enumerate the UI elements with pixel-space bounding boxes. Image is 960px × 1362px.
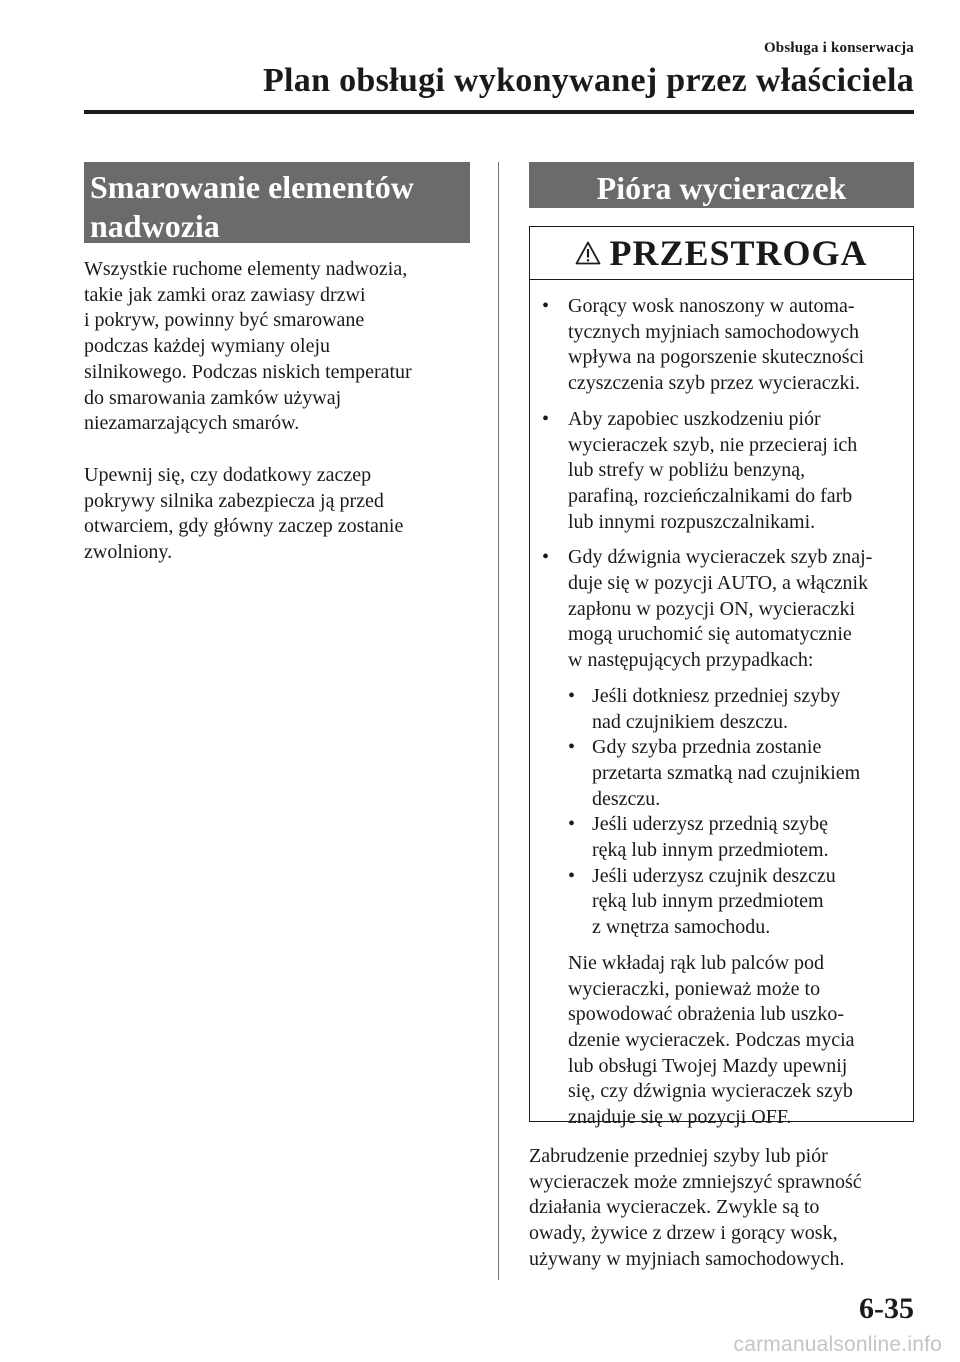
text-line: Jeśli dotkniesz przedniej szyby: [592, 684, 841, 707]
text-line: Zabrudzenie przedniej szyby lub piór: [529, 1145, 828, 1167]
section-label: Obsługa i konserwacja: [763, 40, 914, 56]
bullet-dot-icon: •: [542, 295, 550, 317]
text-line: Upewnij się, czy dodatkowy zaczep: [84, 463, 372, 486]
text-line: wpływa na pogorszenie skuteczności: [568, 346, 865, 369]
right-column: [529, 162, 914, 1273]
text-line: parafiną, rozcieńczalnikami do farb: [568, 484, 853, 507]
bullet-dot-icon: •: [542, 546, 550, 569]
text-line: Gdy dźwignia wycieraczek szyb znaj-: [568, 546, 873, 569]
caution-bullet: [542, 545, 899, 674]
caution-header: [530, 227, 913, 280]
bullet-dot-icon: •: [568, 813, 576, 836]
text-line: przetarta szmatką nad czujnikiem: [592, 761, 861, 784]
text-line: się, czy dźwignia wycieraczek szyb: [568, 1080, 853, 1103]
subbullet-list: [542, 684, 899, 941]
subbullet-item: [568, 864, 899, 941]
paragraph-wiper-dirt: [529, 1144, 914, 1273]
text-line: Nie wkładaj rąk lub palców pod: [568, 951, 825, 974]
page-title: Plan obsługi wykonywanej przez właściciela: [262, 62, 914, 99]
heading-line: Smarowanie elementów: [90, 169, 414, 205]
text-line: działania wycieraczek. Zwykle są to: [529, 1196, 820, 1219]
warning-triangle-icon: [575, 241, 601, 265]
text-line: wycieraczek może zmniejszyć sprawność: [529, 1170, 862, 1193]
text-line: Jeśli uderzysz przednią szybę: [592, 813, 829, 836]
text-line: otwarciem, gdy główny zaczep zostanie: [84, 515, 404, 538]
text-line: zapłonu w pozycji ON, wycieraczki: [568, 597, 856, 620]
heading-line: nadwozia: [90, 208, 220, 244]
bullet-text: [592, 735, 899, 812]
text-line: takie jak zamki oraz zawiasy drzwi: [84, 283, 366, 306]
text-line: Wszystkie ruchome elementy nadwozia,: [84, 258, 408, 280]
text-line: Jeśli uderzysz czujnik deszczu: [592, 864, 836, 887]
bullet-text: [592, 864, 899, 941]
text-line: niezamarzających smarów.: [84, 412, 300, 435]
text-line: używany w myjniach samochodowych.: [529, 1247, 845, 1270]
text-line: podczas każdej wymiany oleju: [84, 335, 331, 358]
text-line: czyszczenia szyb przez wycieraczki.: [568, 372, 861, 395]
text-line: Gorący wosk nanoszony w automa-: [568, 295, 855, 317]
text-line: lub strefy w pobliżu benzyną,: [568, 459, 806, 482]
section-heading-body-lubrication: [84, 162, 470, 243]
bullet-text: [592, 684, 899, 735]
subbullet-item: [568, 684, 899, 735]
text-line: ręką lub innym przedmiotem.: [592, 839, 829, 862]
text-line: z wnętrza samochodu.: [592, 916, 771, 939]
text-line: wycieraczek szyb, nie przecieraj ich: [568, 433, 858, 456]
text-line: pokrywy silnika zabezpiecza ją przed: [84, 489, 384, 512]
watermark: carmanualsonline.info: [733, 1333, 942, 1356]
section-heading-wiper-blades: Pióra wycieraczek: [529, 162, 914, 208]
bullet-dot-icon: •: [568, 684, 576, 707]
bullet-text: [568, 294, 899, 397]
bullet-dot-icon: •: [542, 407, 550, 430]
caution-bullet: [542, 294, 899, 397]
text-line: tycznych myjniach samochodowych: [568, 320, 860, 343]
text-line: zwolniony.: [84, 541, 173, 564]
subbullet-item: [568, 812, 899, 863]
subbullet-item: [568, 735, 899, 812]
text-line: i pokryw, powinny być smarowane: [84, 309, 365, 332]
text-line: lub obsługi Twojej Mazdy upewnij: [568, 1054, 848, 1077]
text-line: do smarowania zamków używaj: [84, 386, 342, 409]
bullet-dot-icon: •: [568, 864, 576, 887]
text-line: duje się w pozycji AUTO, a włącznik: [568, 572, 869, 595]
text-line: spowodować obrażenia lub uszko-: [568, 1003, 845, 1026]
text-line: znajduje się w pozycji OFF.: [568, 1106, 792, 1129]
caution-title: PRZESTROGA: [609, 233, 868, 273]
caution-note: [568, 951, 899, 1131]
left-column: [84, 162, 470, 566]
bullet-text: [568, 545, 899, 674]
text-line: w następujących przypadkach:: [568, 649, 814, 672]
text-line: lub innymi rozpuszczalnikami.: [568, 510, 816, 533]
caution-bullet: [542, 407, 899, 536]
column-divider: [498, 162, 499, 1280]
text-line: silnikowego. Podczas niskich temperatur: [84, 360, 412, 383]
paragraph-lubrication: [84, 257, 470, 437]
text-line: owady, żywice z drzew i gorący wosk,: [529, 1222, 838, 1245]
paragraph-hood-latch: [84, 463, 470, 566]
caution-box: [529, 226, 914, 1129]
page-number: 6-35: [859, 1292, 914, 1325]
text-line: wycieraczki, ponieważ może to: [568, 977, 821, 1000]
bullet-text: [568, 407, 899, 536]
text-line: deszczu.: [592, 787, 661, 810]
bullet-text: [592, 812, 899, 863]
bullet-dot-icon: •: [568, 736, 576, 759]
text-line: mogą uruchomić się automatycznie: [568, 623, 852, 646]
text-line: ręką lub innym przedmiotem: [592, 890, 824, 913]
text-line: nad czujnikiem deszczu.: [592, 710, 789, 733]
text-line: dzenie wycieraczek. Podczas mycia: [568, 1028, 855, 1051]
caution-body: [530, 280, 913, 1131]
text-line: Gdy szyba przednia zostanie: [592, 736, 822, 759]
text-line: Aby zapobiec uszkodzeniu piór: [568, 407, 821, 430]
header-rule: [84, 110, 914, 114]
